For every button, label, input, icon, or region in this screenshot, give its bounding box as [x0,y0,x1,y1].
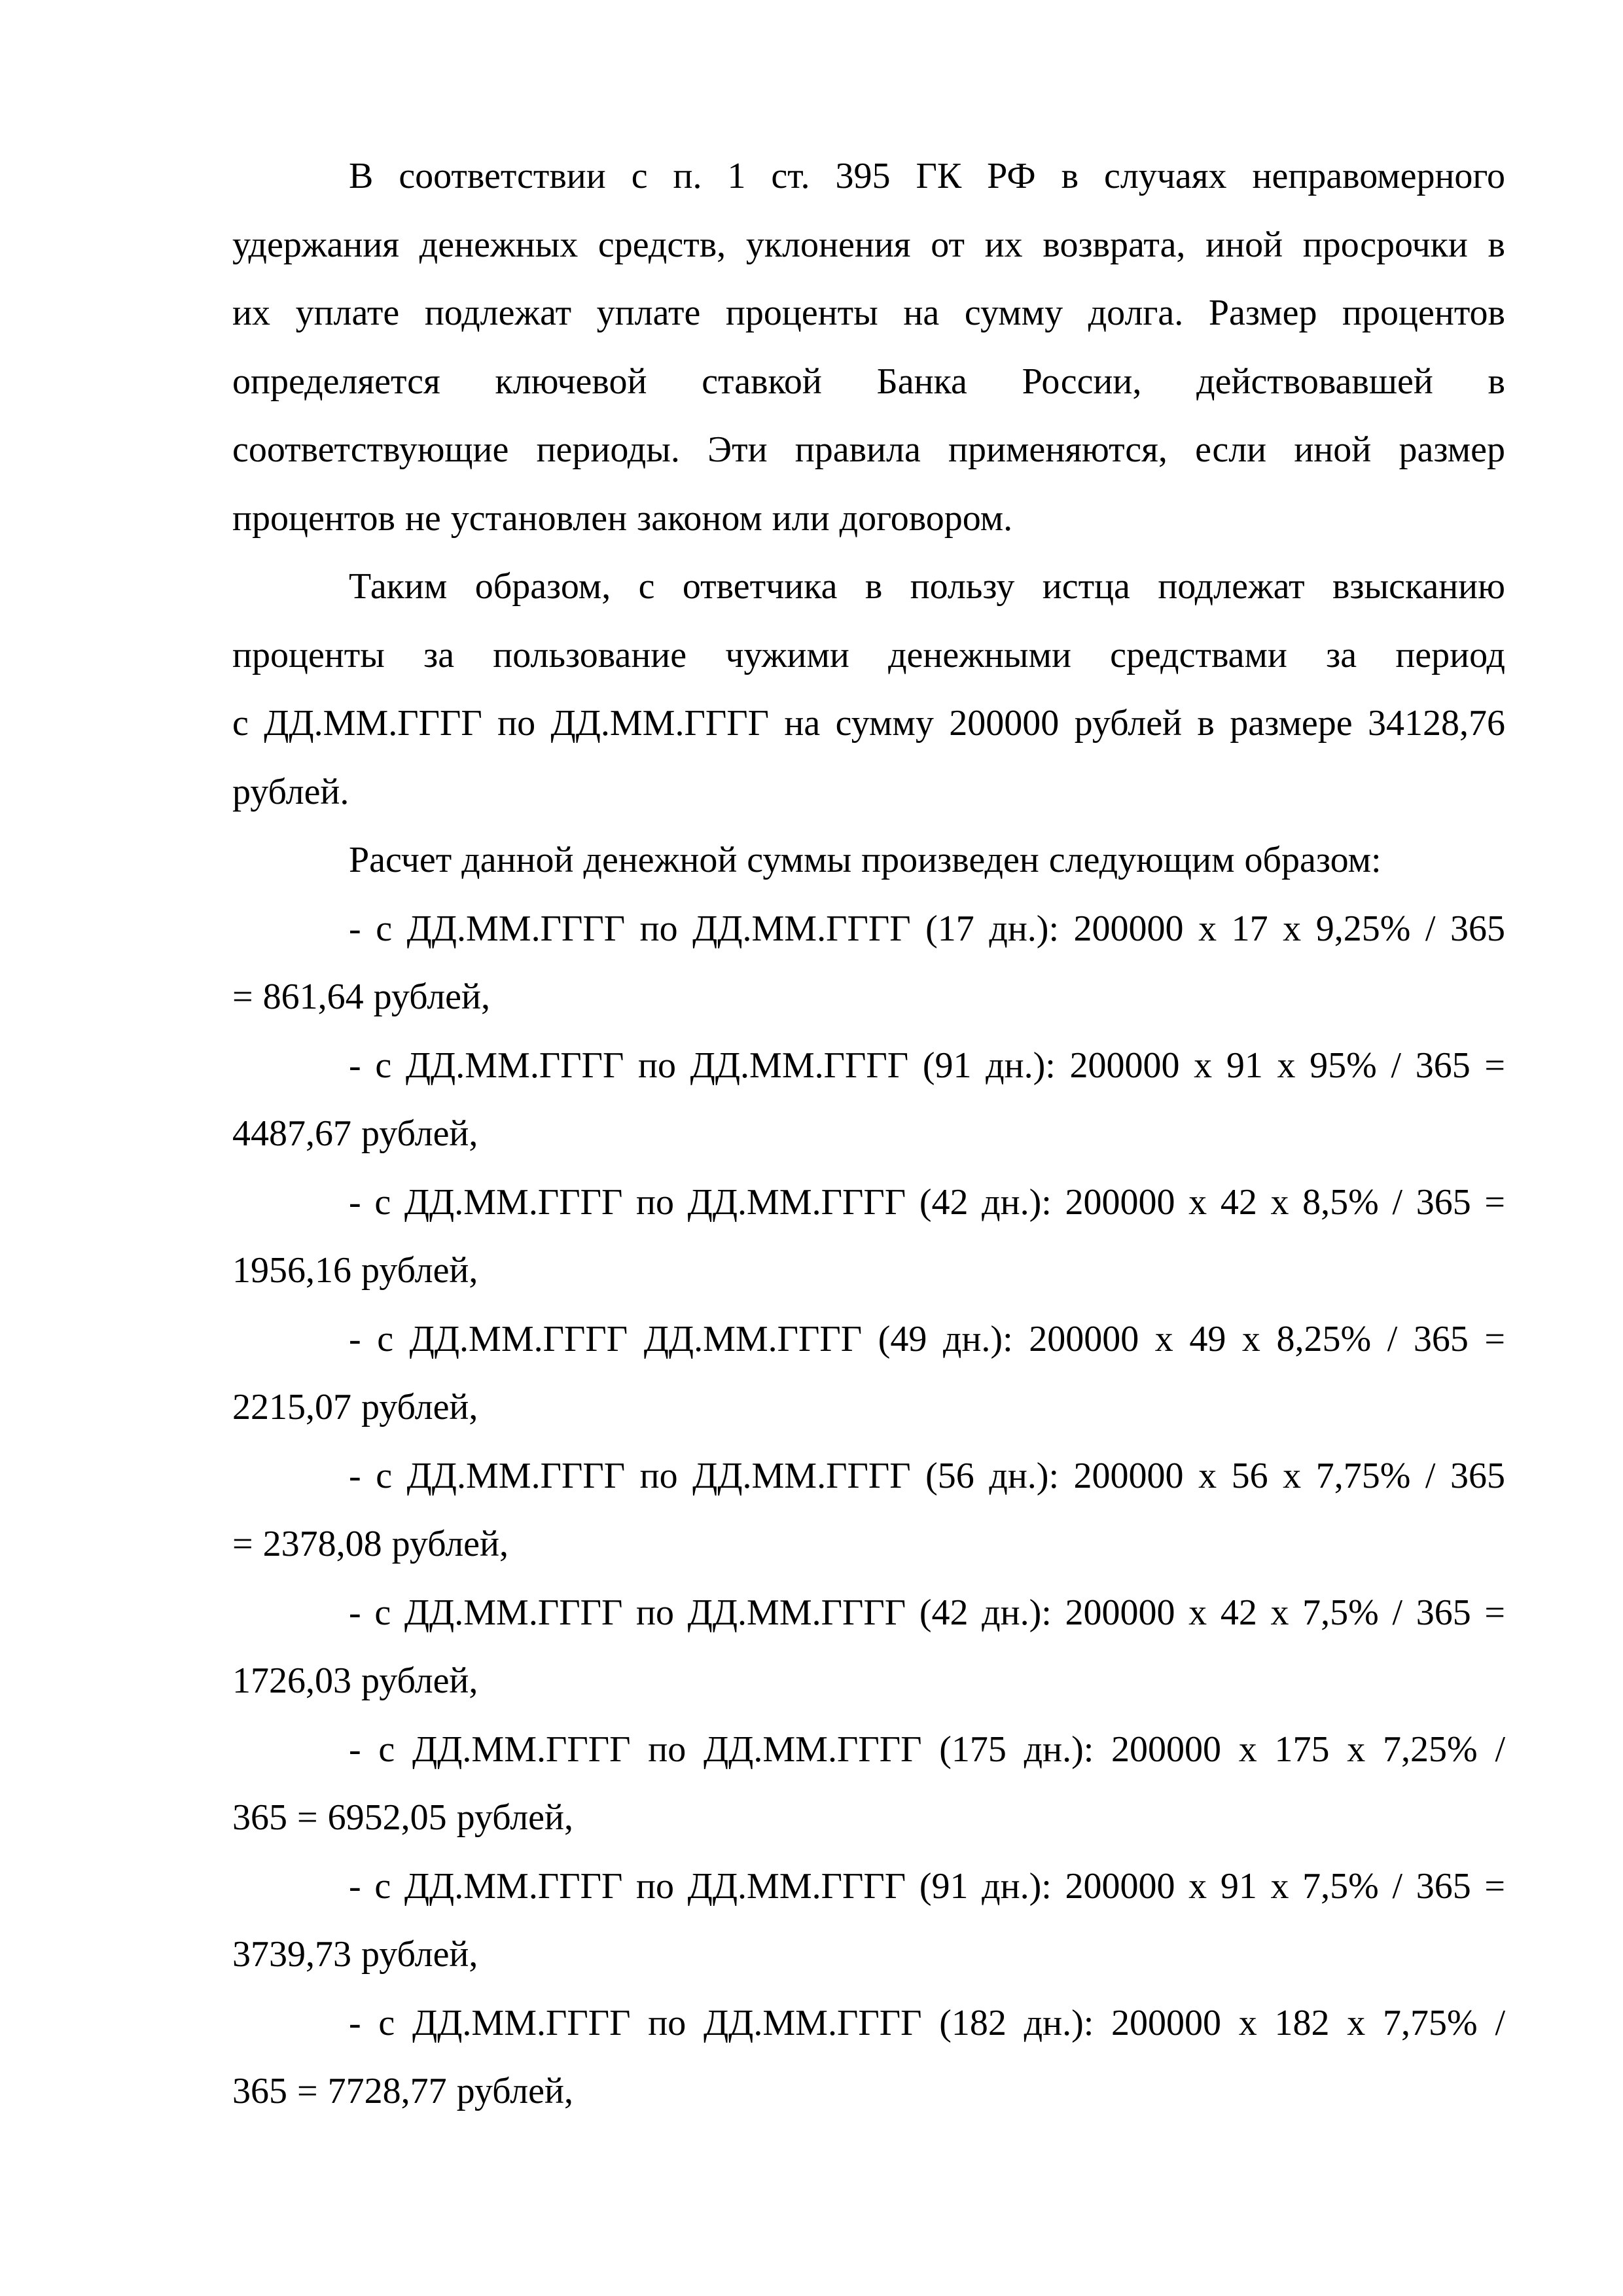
text-line: Расчет данной денежной суммы произведен следующим образом: [349,840,1382,880]
paragraph [232,1442,1505,1579]
text-line: - с ДД.ММ.ГГГГ по ДД.ММ.ГГГГ (182 дн.): 200000 х 182 х 7,75% / [349,2002,1505,2043]
paragraph [232,1715,1505,1852]
text-line: определяется ключевой ставкой Банка России, действовавшей в [232,361,1505,402]
text-line: Таким образом, с ответчика в пользу истца подлежат взысканию [349,566,1505,607]
text-line: - с ДД.ММ.ГГГГ ДД.ММ.ГГГГ (49 дн.): 200000 х 49 х 8,25% / 365 = [349,1318,1505,1359]
paragraph [232,826,1505,895]
text-line: 365 = 7728,77 рублей, [232,2071,573,2111]
paragraph [232,1852,1505,1989]
text-line: 365 = 6952,05 рублей, [232,1797,573,1838]
paragraph [232,895,1505,1031]
paragraph [232,1989,1505,2126]
paragraph [232,552,1505,826]
text-line: - с ДД.ММ.ГГГГ по ДД.ММ.ГГГГ (56 дн.): 200000 х 56 х 7,75% / 365 [349,1455,1505,1496]
text-line: с ДД.ММ.ГГГГ по ДД.ММ.ГГГГ на сумму 200000 рублей в размере 34128,76 [232,703,1505,744]
text-line: процентов не установлен законом или договором. [232,497,1013,539]
paragraph [232,1579,1505,1715]
document-body [232,142,1505,2126]
text-line: - с ДД.ММ.ГГГГ по ДД.ММ.ГГГГ (42 дн.): 200000 х 42 х 7,5% / 365 = [349,1592,1505,1633]
text-line: соответствующие периоды. Эти правила применяются, если иной размер [232,429,1505,470]
paragraph [232,142,1505,552]
text-line: 3739,73 рублей, [232,1934,478,1975]
text-line: = 2378,08 рублей, [232,1524,508,1564]
paragraph [232,1168,1505,1305]
text-line: рублей. [232,771,349,812]
paragraph [232,1305,1505,1442]
text-line: - с ДД.ММ.ГГГГ по ДД.ММ.ГГГГ (91 дн.): 200000 х 91 х 95% / 365 = [349,1045,1505,1086]
text-line: - с ДД.ММ.ГГГГ по ДД.ММ.ГГГГ (91 дн.): 200000 х 91 х 7,5% / 365 = [349,1865,1505,1907]
text-line: В соответствии с п. 1 ст. 395 ГК РФ в случаях неправомерного [349,156,1505,196]
text-line: проценты за пользование чужими денежными средствами за период [232,634,1505,675]
text-line: - с ДД.ММ.ГГГГ по ДД.ММ.ГГГГ (17 дн.): 200000 х 17 х 9,25% / 365 [349,908,1505,949]
text-line: - с ДД.ММ.ГГГГ по ДД.ММ.ГГГГ (175 дн.): 200000 х 175 х 7,25% / [349,1729,1505,1770]
text-line: 2215,07 рублей, [232,1387,478,1427]
text-line: их уплате подлежат уплате проценты на сумму долга. Размер процентов [232,293,1505,333]
text-line: = 861,64 рублей, [232,977,490,1017]
text-line: 1956,16 рублей, [232,1250,478,1291]
text-line: 1726,03 рублей, [232,1660,478,1701]
text-line: 4487,67 рублей, [232,1113,478,1154]
text-line: удержания денежных средств, уклонения от их возврата, иной просрочки в [232,224,1505,265]
paragraph [232,1031,1505,1168]
text-line: - с ДД.ММ.ГГГГ по ДД.ММ.ГГГГ (42 дн.): 200000 х 42 х 8,5% / 365 = [349,1181,1505,1223]
